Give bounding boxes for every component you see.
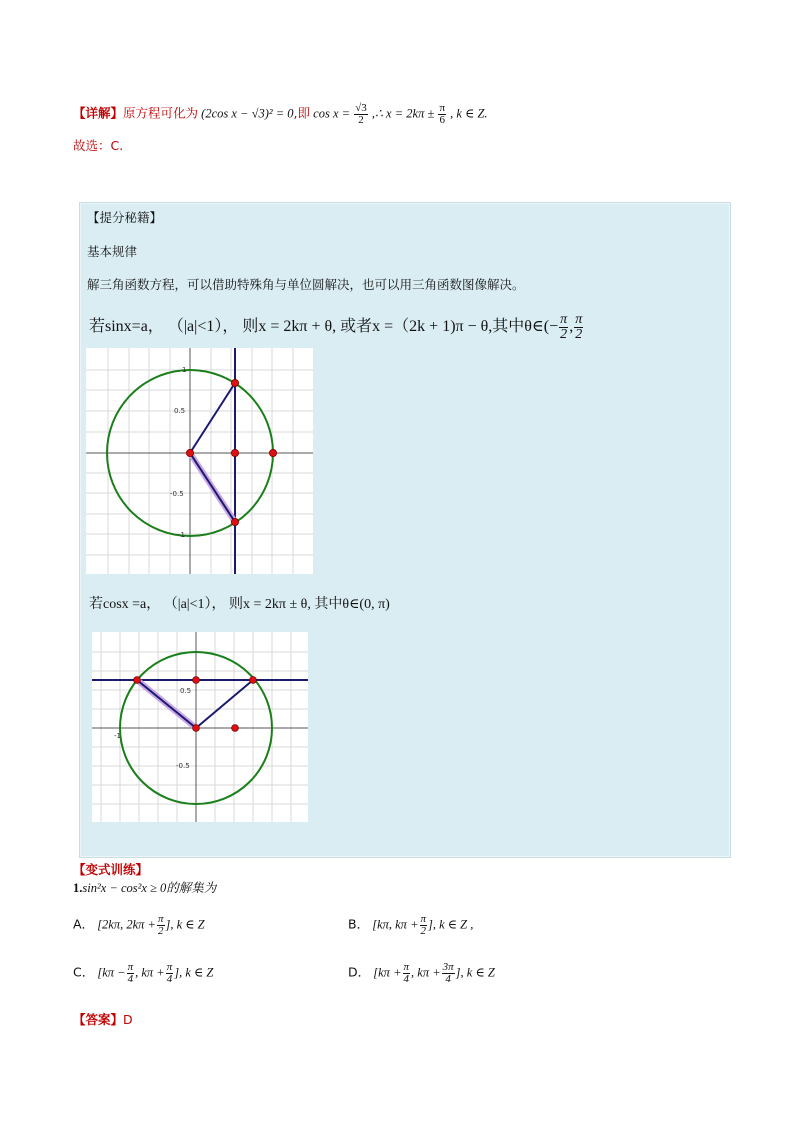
option-d[interactable]	[348, 962, 495, 985]
choice-text: 故选：C.	[73, 138, 124, 153]
frac-den: 2	[420, 925, 426, 937]
point-right	[250, 677, 257, 684]
sin-rule	[89, 313, 584, 342]
option-frac	[127, 962, 135, 985]
point-upper	[231, 379, 238, 386]
sin-rule-prefix: 若sinx=a，	[89, 318, 164, 336]
tips-title: 【提分秘籍】	[87, 210, 163, 225]
frac-den: 6	[439, 114, 445, 126]
frac-num: π	[127, 961, 134, 973]
question-text: sin²x − cos²x ≥ 0的解集为	[82, 881, 217, 895]
option-text: [kπ +	[373, 965, 402, 980]
radius-right	[196, 680, 253, 728]
question-number: 1.	[73, 881, 83, 895]
frac-den: 4	[403, 973, 410, 985]
sin-rule-frac	[559, 313, 568, 342]
tick-label: -1	[178, 531, 185, 539]
option-text: ], k ∈ Z	[174, 965, 214, 980]
point-one	[269, 449, 276, 456]
tick-label: -0.5	[170, 490, 184, 498]
tips-subtitle: 基本规律	[87, 244, 138, 259]
tick-label: -0.5	[176, 762, 190, 770]
frac-den: 4	[127, 973, 134, 985]
option-frac	[166, 962, 174, 985]
detail-pi-frac	[438, 103, 446, 126]
frac-den: 4	[445, 973, 451, 985]
frac-num: π	[420, 913, 427, 925]
point-axis-right	[232, 725, 239, 732]
frac-num: π	[439, 102, 446, 114]
radius-upper	[190, 383, 235, 453]
option-label: B．	[348, 916, 370, 932]
point-origin	[193, 725, 200, 732]
frac-num: π	[575, 312, 583, 327]
point-lower	[231, 518, 238, 525]
detail-tag: 【详解】	[73, 105, 124, 121]
option-text: [2kπ, 2kπ +	[97, 917, 156, 932]
option-label: A．	[73, 916, 95, 932]
tick-label: 1	[182, 366, 187, 374]
option-c[interactable]	[73, 962, 213, 985]
option-frac	[420, 914, 428, 937]
option-text: ], k ∈ Z ,	[428, 917, 474, 932]
option-text: ], k ∈ Z	[165, 917, 205, 932]
detail-cos-lhs: cos x =	[313, 106, 351, 121]
sin-rule-or: 或者x =（2k + 1)π − θ,其中θ∈(−	[340, 318, 559, 336]
cos-rule-prefix: 若cosx =a，	[89, 597, 161, 612]
option-text: ], k ∈ Z	[455, 965, 495, 980]
tips-description: 解三角函数方程，可以借助特殊角与单位圆解决，也可以用三角函数图像解决。	[87, 277, 525, 292]
tick-label: 0.5	[174, 407, 186, 415]
detail-equation: (2cos x − √3)² = 0	[201, 106, 294, 121]
radius-lower	[190, 453, 235, 522]
frac-den: 2	[157, 925, 164, 937]
option-frac	[403, 962, 411, 985]
unit-circle-graph-sin	[86, 348, 313, 574]
option-text: [kπ, kπ +	[372, 917, 419, 932]
option-frac	[442, 962, 455, 985]
option-label: C．	[73, 964, 95, 980]
point-origin	[186, 449, 193, 456]
frac-num: √3	[355, 102, 367, 114]
frac-num: π	[157, 913, 164, 925]
frac-num: 3π	[442, 961, 454, 973]
option-text: , kπ +	[411, 965, 441, 980]
frac-num: π	[166, 961, 173, 973]
sin-rule-then: 则x = 2kπ + θ,	[242, 318, 337, 336]
option-label: D．	[348, 964, 371, 980]
graph-cos-svg	[92, 632, 308, 822]
option-frac	[157, 914, 165, 937]
practice-question	[73, 878, 216, 896]
option-text: [kπ −	[97, 965, 126, 980]
unit-circle-graph-cos	[92, 632, 308, 822]
cos-rule-then: 则x = 2kπ ± θ,	[229, 597, 311, 612]
answer-tag: 【答案】	[73, 1012, 124, 1027]
cos-rule-cond: （|a|<1），	[163, 597, 226, 612]
detail-therefore: ,∴ x = 2kπ ±	[371, 106, 435, 121]
frac-den: 4	[166, 973, 173, 985]
cos-rule-tail: 其中θ∈(0, π)	[314, 597, 390, 612]
frac-den: 2	[358, 114, 364, 126]
detail-lead: 原方程可化为	[123, 105, 199, 121]
detail-conj: ,即	[293, 105, 311, 121]
option-b[interactable]	[348, 914, 473, 937]
frac-num: π	[560, 312, 568, 327]
frac-den: 2	[560, 327, 568, 342]
tick-label: 0.5	[180, 687, 192, 695]
practice-tag: 【变式训练】	[73, 862, 149, 877]
sin-rule-comma: ,	[569, 318, 574, 336]
option-a[interactable]	[73, 914, 205, 937]
detail-tail: , k ∈ Z.	[450, 106, 488, 121]
answer-value: D	[123, 1012, 133, 1027]
point-axis	[231, 449, 238, 456]
cos-rule	[89, 593, 390, 613]
point-left	[134, 677, 141, 684]
tick-label: -1	[114, 732, 121, 740]
frac-num: π	[403, 961, 410, 973]
option-text: , kπ +	[135, 965, 165, 980]
answer-line	[73, 1010, 133, 1028]
detail-line	[73, 103, 488, 126]
graph-sin-svg	[86, 348, 313, 574]
frac-den: 2	[575, 327, 583, 342]
sin-rule-frac2	[574, 313, 583, 342]
detail-cos-frac	[354, 103, 368, 126]
sin-rule-cond: （|a|<1），	[167, 318, 239, 336]
point-axis-top	[193, 677, 200, 684]
